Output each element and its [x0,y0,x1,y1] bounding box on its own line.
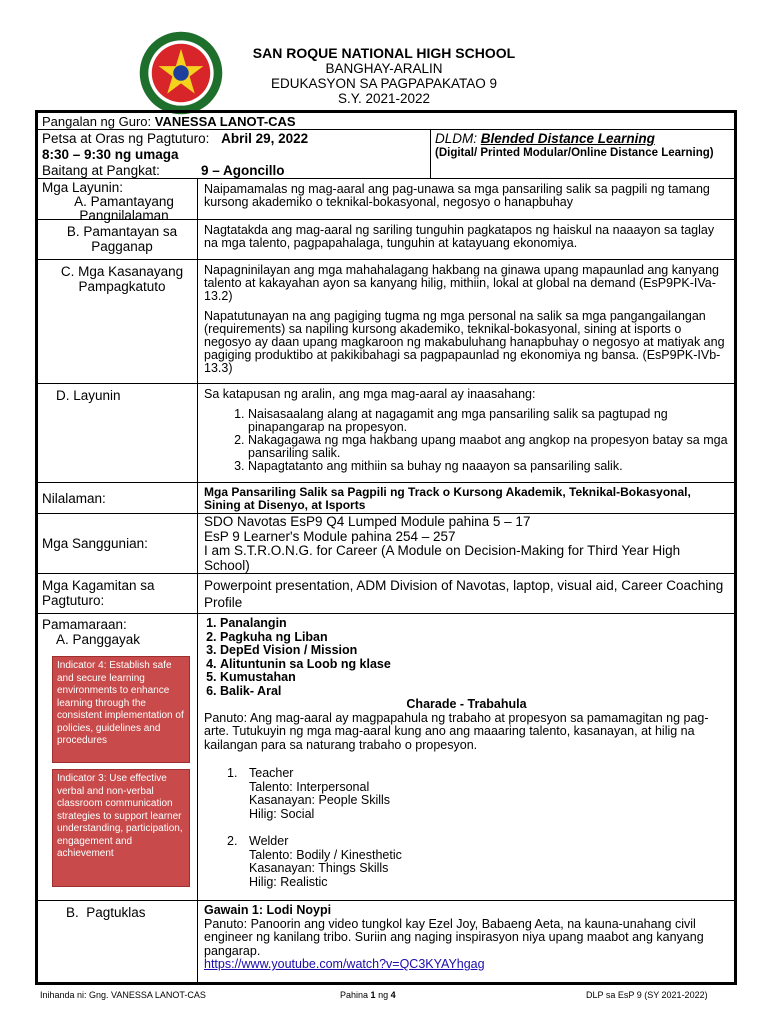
objective-b-text: Nagtatakda ang mag-aaral ng sariling tunguhin pagkatapos ng haiskul na naaayon sa taglay na mga talento, pagpapahalaga, tunguhin at katayuang ekonomiya. [204,223,715,250]
footer-prepared: Inihanda ni: Gng. VANESSA LANOT-CAS [40,990,206,1000]
example-kasanayan: Kasanayan: Things Skills [249,861,389,875]
dldm-value: Blended Distance Learning [480,131,655,146]
materials-label: Mga Kagamitan sa Pagtuturo: [42,578,155,608]
example-1 [204,767,729,821]
objective-b-label-cell [38,220,198,259]
example-hilig: Hilig: Social [249,806,315,821]
procedure-a-cell [199,614,734,892]
example-title: Teacher [249,766,294,780]
teacher-label: Pangalan ng Guro: [42,114,152,129]
objective-d-item: 3. Napagtatanto ang mithiin sa buhay ng naaayon sa pansariling salik. [248,460,729,473]
procedure-b-label-cell [38,901,198,985]
procedure-step: 3. DepEd Vision / Mission [220,644,729,658]
activity-title: Charade - Trabahula [406,697,527,711]
teacher-row [38,113,734,130]
procedure-b-title: Gawain 1: Lodi Noypi [204,903,332,917]
objective-d-cell [199,384,734,477]
example-talento: Talento: Interpersonal [249,779,370,794]
header-text [200,46,568,106]
schedule-left [38,130,431,178]
objective-c-text2: Napatutunayan na ang pagiging tugma ng mga personal na salik sa mga pangangailangan (requirements) sa napiling kursong akademiko, teknikal-bokasyonal, sining at isports o negosyo ay daan upang magkaroon ng makabuluhang hanapbuhay o negosyo at matiyak ang pagiging produktibo at pakikibahagi sa pagpapaunlad ng ekonomiya ng bansa. (EsP9PK-IVb-13.3) [204,309,725,375]
footer-page-word: Pahina [340,990,369,1000]
schedule-row [38,130,734,179]
dldm-cell [435,132,731,160]
procedure-b-text: Panuto: Panoorin ang video tungkol kay Ezel Joy, Babaeng Aeta, na kauna-unahang civil engineer ng kanilang tribo. Suriin ang naging inspirasyon niya upang maabot ang kanyang pangarap. [204,916,704,958]
procedure-step: 6. Balik- Aral [220,685,729,699]
objective-a-label-cell [38,179,198,223]
lesson-plan-table [35,110,737,985]
activity-instructions: Panuto: Ang mag-aaral ay magpapahula ng trabaho at propesyon sa pamamagitan ng pag-arte. Tutukuyin ng mga mag-aaral kung ano ang maaaring talento, kasanayan, at hilig na kailangan para sa naturang trabaho o propesyon. [204,710,709,752]
references-label-cell [38,514,198,573]
objective-c-row [38,260,734,384]
procedure-b-cell [199,901,734,975]
objectives-label: Mga Layunin: [42,180,124,195]
objective-b-label: B. Pamantayan sa Pagganap [66,224,178,254]
objective-c-text-cell [199,260,734,379]
content-label: Nilalaman: [42,491,106,506]
footer-page-total: 4 [390,990,396,1000]
content-label-cell [38,483,198,513]
objective-d-label-cell [38,384,198,482]
date-label: Petsa at Oras ng Pagtuturo: [42,131,210,146]
example-number: 1. [227,766,238,780]
objective-d-row [38,384,734,483]
references-row [38,514,734,574]
example-talento: Talento: Bodily / Kinesthetic [249,847,402,862]
footer-doc: DLP sa EsP 9 (SY 2021-2022) [586,990,708,1000]
content-text: Mga Pansariling Salik sa Pagpili ng Track o Kursong Akademik, Teknikal-Bokasyonal, Sining at Disenyo, at Isports [204,485,691,512]
objective-b-row [38,220,734,260]
reference-item: EsP 9 Learner's Module pahina 254 – 257 [204,528,456,544]
grade-label: Baitang at Pangkat: [42,163,160,178]
procedure-b-label: B. Pagtuklas [66,905,146,920]
subject: EDUKASYON SA PAGPAPAKATAO 9 [270,76,498,91]
footer-page [340,990,396,1000]
objective-a-row [38,179,734,223]
footer-of-word: ng [378,990,389,1000]
objective-a-text: Naipamamalas ng mag-aaral ang pag-unawa sa mga pansariling salik sa pagpili ng tamang kursong akademiko o teknikal-bokasyonal, negosyo o hanapbuhay [204,182,710,209]
objective-d-intro: Sa katapusan ng aralin, ang mga mag-aaral ay inaasahang: [204,387,536,401]
objective-c-text1: Napagninilayan ang mga mahahalagang hakbang na ginawa upang mapaunlad ang kanyang talento at kakayahan ayon sa kanyang hilig, mithiin, lokal at global na demand (EsP9PK-IVa-13.2) [204,263,719,303]
procedure-step: 5. Kumustahan [220,671,729,685]
video-link[interactable]: https://www.youtube.com/watch?v=QC3KYAYhgag [204,957,485,971]
teacher-name: VANESSA LANOT-CAS [154,114,296,129]
example-kasanayan: Kasanayan: People Skills [249,793,391,807]
materials-row [38,574,734,614]
school-name: SAN ROQUE NATIONAL HIGH SCHOOL [252,45,516,61]
procedure-a-label-cell [38,614,198,900]
references-cell [199,514,734,574]
grade-value: 9 – Agoncillo [201,163,285,178]
objective-c-label: C. Mga Kasanayang Pampagkatuto [60,264,184,294]
example-2 [204,835,729,889]
indicator-3-box: Indicator 3: Use effective verbal and non-verbal classroom communication strategies to support learner understanding, participation, engagement and achievement [52,769,190,887]
example-title: Welder [249,834,289,848]
references-label: Mga Sanggunian: [42,536,148,551]
school-year: S.Y. 2021-2022 [337,91,431,106]
dldm-label: DLDM: [435,131,478,146]
dldm-note: (Digital/ Printed Modular/Online Distance Learning) [435,147,714,159]
procedure-b-row [38,901,734,985]
footer-page-number: 1 [370,990,376,1000]
content-row [38,483,734,514]
example-number: 2. [227,834,238,848]
doc-type: BANGHAY-ARALIN [325,61,443,76]
document-header [0,0,768,108]
materials-text: Powerpoint presentation, ADM Division of Navotas, laptop, visual aid, Career Coaching Profile [204,578,724,610]
materials-label-cell [38,574,198,613]
date-value: Abril 29, 2022 [221,131,309,146]
procedure-a-row [38,614,734,901]
objective-a-label: A. Pamantayang Pangnilalaman [74,194,174,223]
procedure-step: 2. Pagkuha ng Liban [220,631,729,645]
procedure-a-label: A. Panggayak [56,632,141,647]
procedure-label: Pamamaraan: [42,617,127,632]
procedure-step: 1. Panalangin [220,617,729,631]
objective-c-label-cell [38,260,198,383]
objective-d-item: 2. Nakagagawa ng mga hakbang upang maabot ang angkop na propesyon batay sa mga pansariling salik. [248,434,729,460]
example-hilig: Hilig: Realistic [249,874,328,889]
reference-item: SDO Navotas EsP9 Q4 Lumped Module pahina 5 – 17 [204,514,531,529]
procedure-step: 4. Alituntunin sa Loob ng klase [220,658,729,672]
time-value: 8:30 – 9:30 ng umaga [42,147,179,162]
reference-item: I am S.T.R.O.N.G. for Career (A Module on Decision-Making for Third Year High School) [204,543,681,573]
indicator-4-box: Indicator 4: Establish safe and secure learning environments to enhance learning through the consistent implementation of policies, guidelines and procedures [52,656,190,763]
objective-d-label: D. Layunin [56,388,121,403]
objective-d-item: 1. Naisasaalang alang at nagagamit ang mga pansariling salik sa pagtupad ng pinapangarap na propesyon. [248,408,729,434]
